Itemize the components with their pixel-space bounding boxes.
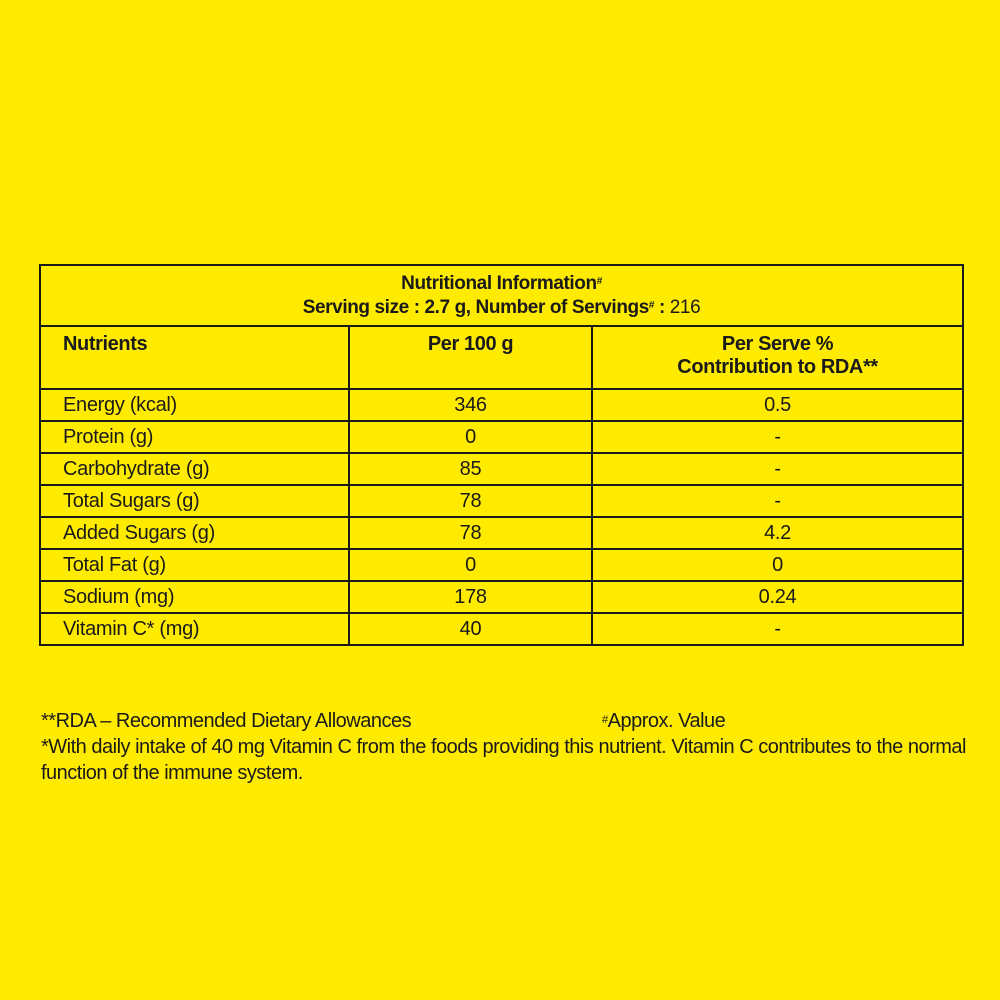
serving-info [41, 296, 962, 320]
table-row [40, 485, 963, 517]
nutrient-name: Vitamin C* (mg) [40, 613, 349, 645]
header-nutrients: Nutrients [40, 326, 349, 389]
nutrient-name: Total Fat (g) [40, 549, 349, 581]
table-title-cell [40, 265, 963, 326]
per-100g-value: 346 [349, 389, 592, 421]
per-100g-value: 0 [349, 549, 592, 581]
rda-value: 0.5 [592, 389, 963, 421]
serving-colon: : [654, 296, 670, 318]
per-100g-value: 78 [349, 517, 592, 549]
table-title [41, 272, 962, 296]
footnote-approx-text: Approx. Value [607, 710, 726, 732]
nutrient-name: Sodium (mg) [40, 581, 349, 613]
title-approx-mark: # [596, 275, 602, 287]
serving-approx-mark: # [648, 299, 655, 311]
rda-value: 0 [592, 549, 963, 581]
table-row [40, 389, 963, 421]
column-header-row [40, 326, 963, 389]
serving-text: Serving size : 2.7 g, Number of Servings [302, 296, 649, 318]
footnote-approx-mark: # [602, 714, 608, 726]
footnotes [41, 708, 966, 786]
footnote-rda: **RDA – Recommended Dietary Allowances [41, 710, 412, 732]
per-100g-value: 40 [349, 613, 592, 645]
footnote-line [41, 708, 966, 734]
nutrient-name: Carbohydrate (g) [40, 453, 349, 485]
nutrient-name: Total Sugars (g) [40, 485, 349, 517]
table-row [40, 581, 963, 613]
table-row [40, 549, 963, 581]
nutrient-name: Protein (g) [40, 421, 349, 453]
rda-value: 4.2 [592, 517, 963, 549]
rda-value: 0.24 [592, 581, 963, 613]
per-100g-value: 178 [349, 581, 592, 613]
table-row [40, 421, 963, 453]
header-contribution-rda: Contribution to RDA** [677, 356, 878, 378]
per-100g-value: 85 [349, 453, 592, 485]
table-row [40, 613, 963, 645]
header-per-serve: Per Serve % [721, 333, 834, 355]
nutrition-table [39, 264, 964, 646]
table-row [40, 517, 963, 549]
servings-count: 216 [669, 296, 701, 318]
rda-value: - [592, 453, 963, 485]
rda-value: - [592, 613, 963, 645]
title-text: Nutritional Information [401, 272, 597, 294]
footnote-approx [602, 708, 725, 734]
rda-value: - [592, 485, 963, 517]
footnote-vitamin-c: *With daily intake of 40 mg Vitamin C from the foods providing this nutrient. Vitamin C contributes to the normal function of the immune system. [41, 736, 966, 784]
per-100g-value: 78 [349, 485, 592, 517]
nutrient-name: Energy (kcal) [40, 389, 349, 421]
header-per-100g: Per 100 g [349, 326, 592, 389]
per-100g-value: 0 [349, 421, 592, 453]
table-row [40, 453, 963, 485]
rda-value: - [592, 421, 963, 453]
header-per-serve-rda [592, 326, 963, 389]
nutrient-name: Added Sugars (g) [40, 517, 349, 549]
table-title-row [40, 265, 963, 326]
